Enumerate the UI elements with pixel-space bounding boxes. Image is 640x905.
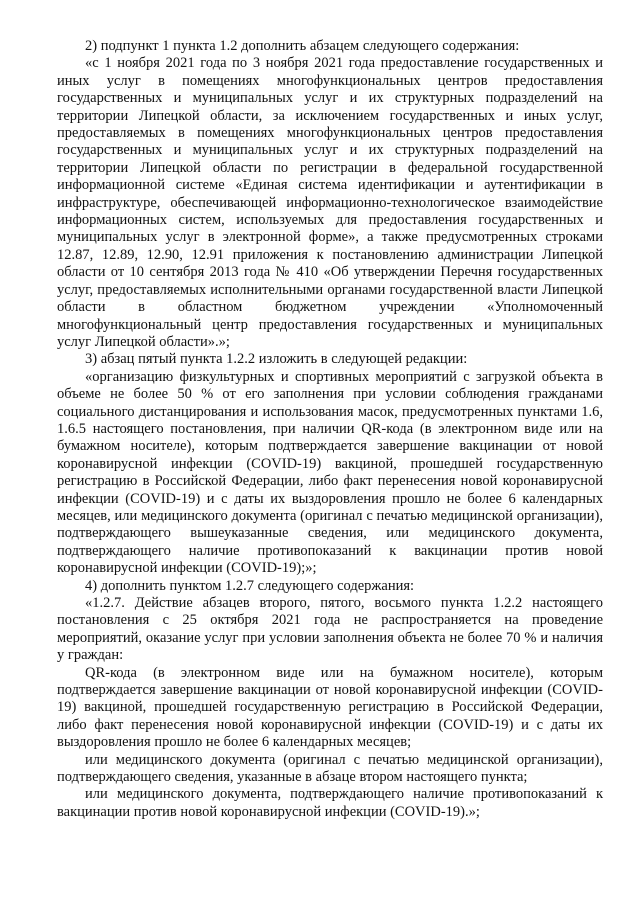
- paragraph-medical-document: или медицинского документа (оригинал с печатью медицинской организации), подтверждающего сведения, указанные в абзаце втором настоящего пункта;: [57, 751, 603, 786]
- paragraph-sports-events: «организацию физкультурных и спортивных мероприятий с загрузкой объекта в объеме не более 50 % от его заполнения при условии соблюдения гражданами социального дистанцирования и использования масок, предусмотренных пунктами 1.6, 1.6.5 настоящего постановления, при наличии QR-кода (в электронном виде или на бумажном носителе), которым подтверждается завершение вакцинации от новой коронавирусной инфекции (COVID-19) вакциной, прошедшей государственную регистрацию в Российской Федерации, либо факт перенесения новой коронавирусной инфекции (COVID-19) и с даты их выздоровления прошло не более 6 календарных месяцев, или медицинского документа (оригинал с печатью медицинской организации), подтверждающего вышеуказанные сведения, или медицинского документа, подтверждающего наличие противопоказаний к вакцинации против новой коронавирусной инфекции (COVID-19);»;: [57, 368, 603, 577]
- paragraph-1-2-7: «1.2.7. Действие абзацев второго, пятого, восьмого пункта 1.2.2 настоящего постановления с 25 октября 2021 года не распространяется на проведение мероприятий, оказание услуг при условии заполнения объекта не более 70 % и наличия у граждан:: [57, 595, 603, 664]
- paragraph-contraindications: или медицинского документа, подтверждающего наличие противопоказаний к вакцинации против новой коронавирусной инфекции (COVID-19).»;: [57, 786, 603, 820]
- paragraph-qr-code: QR-кода (в электронном виде или на бумажном носителе), которым подтверждается завершение вакцинации от новой коронавирусной инфекции (COVID-19) вакциной, прошедшей государственную регистрацию в Российской Федерации, либо факт перенесения новой коронавирусной инфекции (COVID-19) и с даты их выздоровления прошло не более 6 календарных месяцев;: [57, 664, 603, 751]
- paragraph-subitem-4: 4) дополнить пунктом 1.2.7 следующего содержания:: [85, 577, 415, 594]
- paragraph-subitem-3: 3) абзац пятый пункта 1.2.2 изложить в следующей редакции:: [85, 351, 468, 368]
- paragraph-subitem-2: 2) подпункт 1 пункта 1.2 дополнить абзацем следующего содержания:: [85, 38, 520, 54]
- paragraph-quote-nov-2021: «с 1 ноября 2021 года по 3 ноября 2021 года предоставление государственных и иных услуг в помещениях многофункциональных центров предоставления государственных и муниципальных услуг и их структурных подразделений на территории Липецкой области, за исключением государственных и иных услуг, предоставляемых в помещениях многофункциональных центров предоставления государственных и муниципальных услуг и их структурных подразделений на территории Липецкой области по регистрации в федеральной государственной информационной системе «Единая система идентификации и аутентификации в инфраструктуре, обеспечивающей информационно-технологическое взаимодействие информационных систем, используемых для предоставления государственных и муниципальных услуг в электронной форме», а также предусмотренных строками 12.87, 12.89, 12.90, 12.91 приложения к постановлению администрации Липецкой области от 10 сентября 2013 года № 410 «Об утверждении Перечня государственных услуг, предоставляемых исполнительными органами государственной власти Липецкой области в областном бюджетном учреждении «Уполномоченный многофункциональный центр предоставления государственных и муниципальных услуг Липецкой области».»;: [57, 55, 603, 350]
